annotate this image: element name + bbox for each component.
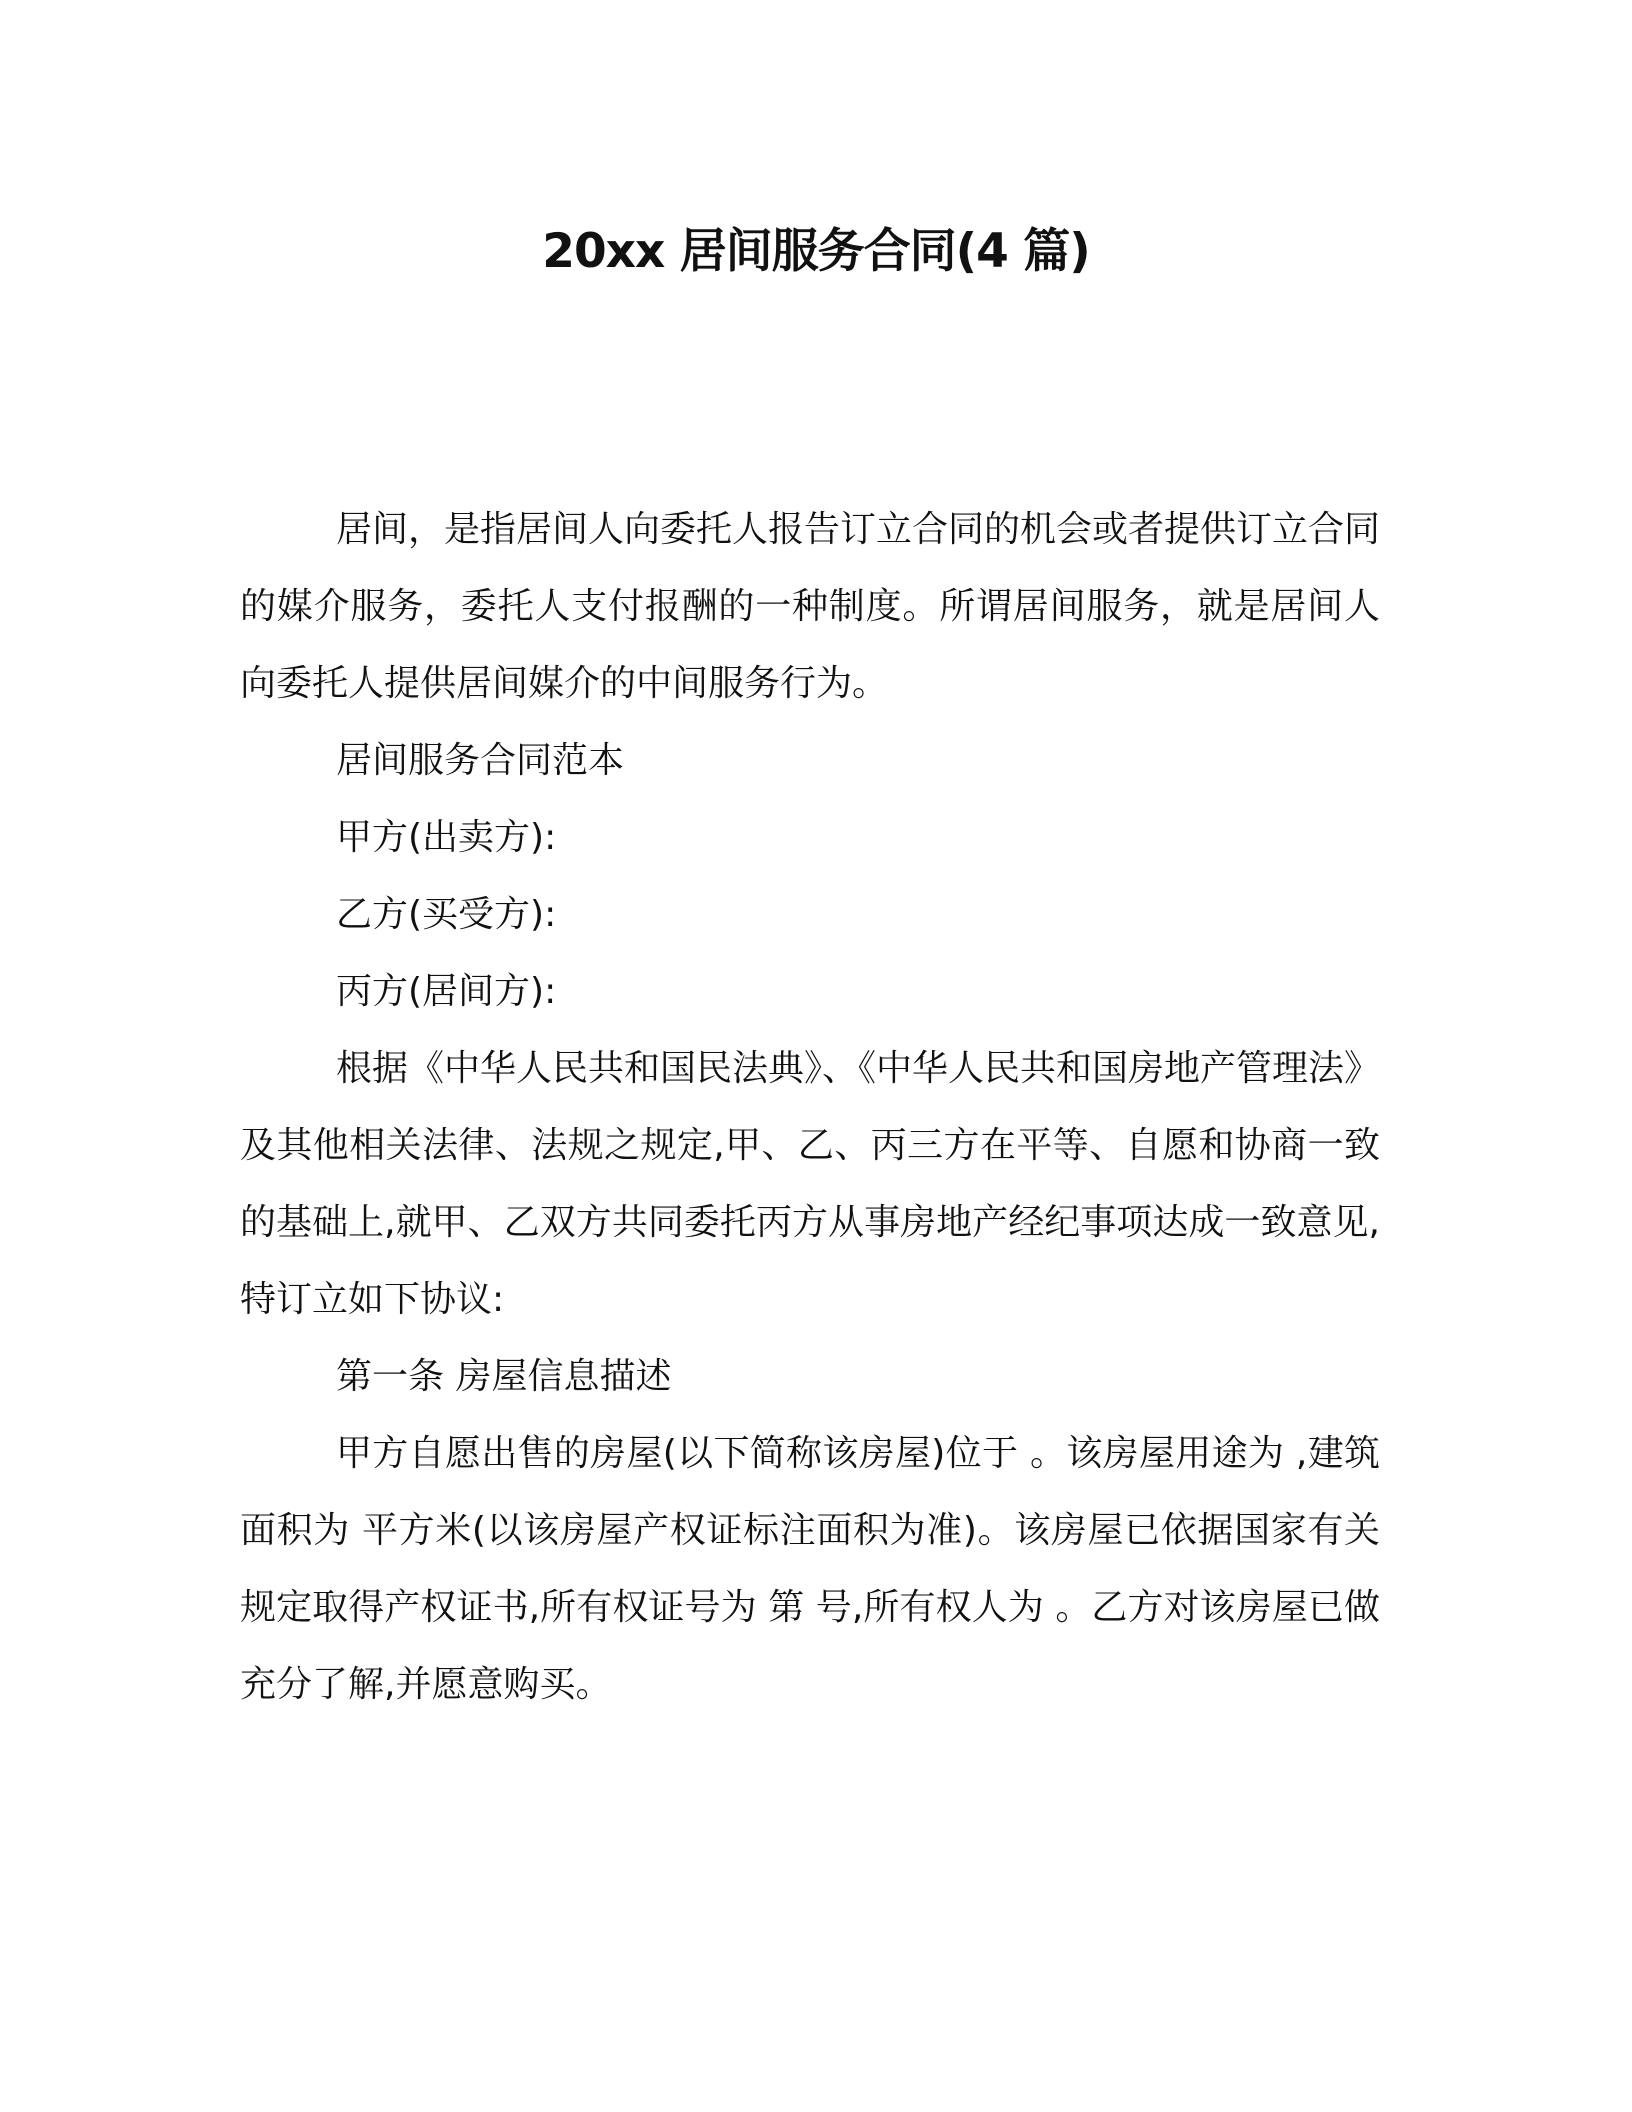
party-a-line: 甲方(出卖方): — [336, 817, 557, 858]
intro-paragraph: 居间，是指居间人向委托人报告订立合同的机会或者提供订立合同的媒介服务，委托人支付报酬的一种制度。所谓居间服务，就是居间人向委托人提供居间媒介的中间服务行为。 — [240, 509, 1381, 704]
document-body — [240, 491, 1380, 1723]
legal-basis-paragraph: 根据《中华人民共和国民法典》、《中华人民共和国房地产管理法》及其他相关法律、法规之规定,甲、乙、丙三方在平等、自愿和协商一致的基础上,就甲、乙双方共同委托丙方从事房地产经纪事项达成一致意见,特订立如下协议: — [240, 1048, 1381, 1320]
property-description-paragraph: 甲方自愿出售的房屋(以下简称该房屋)位于 。该房屋用途为 ,建筑面积为 平方米(以该房屋产权证标注面积为准)。该房屋已依据国家有关规定取得产权证书,所有权证号为 第 号,所有权人为 。乙方对该房屋已做充分了解,并愿意购买。 — [240, 1433, 1380, 1705]
article-one-heading: 第一条 房屋信息描述 — [336, 1356, 672, 1397]
party-c-line: 丙方(居间方): — [336, 971, 557, 1012]
contract-template-heading: 居间服务合同范本 — [336, 740, 625, 781]
document-title: 20xx 居间服务合同(4 篇) — [542, 224, 1090, 279]
party-b-line: 乙方(买受方): — [336, 894, 557, 935]
